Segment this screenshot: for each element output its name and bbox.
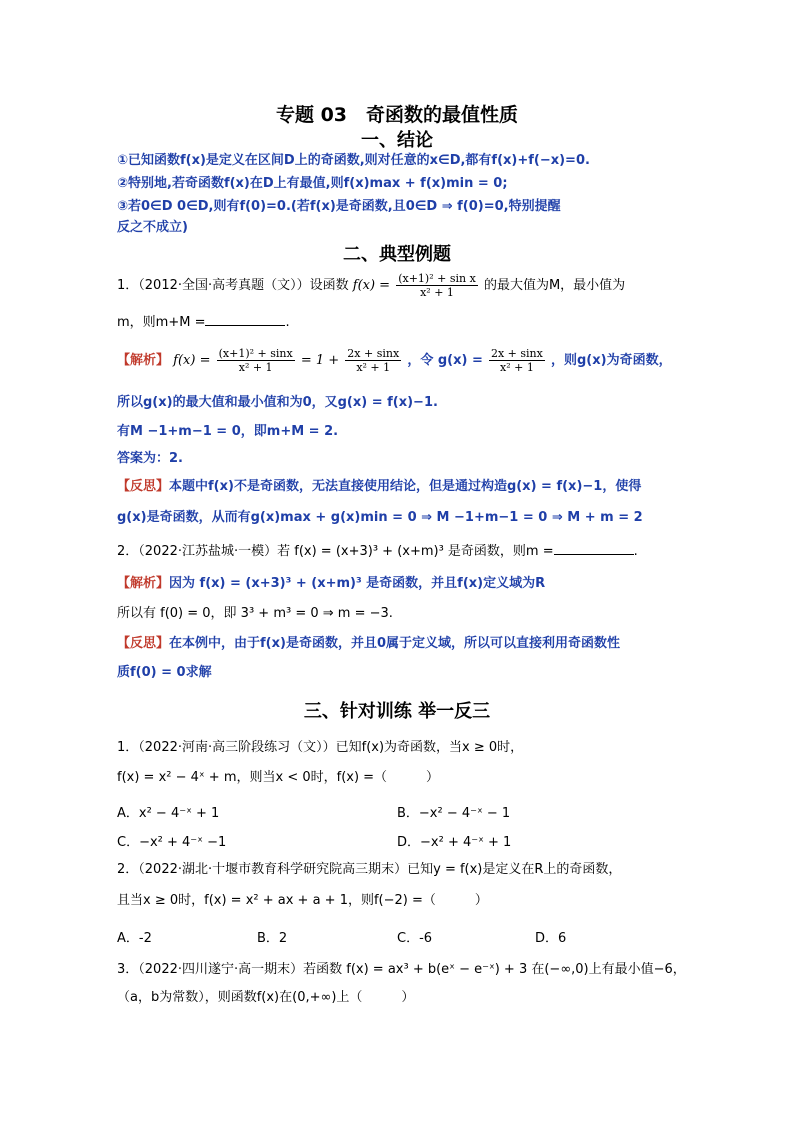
practice-1-option-b[interactable]: B．−x² − 4⁻ˣ − 1 bbox=[397, 806, 511, 821]
conclusion-3: ③若0∈D 0∈D,则有f(0)=0.(若f(x)是奇函数,且0∈D ⇒ f(0)=0,特别提醒 bbox=[117, 199, 561, 214]
section-heading-examples: 二、典型例题 bbox=[343, 244, 451, 265]
practice-2-option-c[interactable]: C．-6 bbox=[397, 931, 433, 946]
example-2-reflection-cont: 质f(0) = 0求解 bbox=[117, 665, 212, 680]
practice-1-option-d[interactable]: D．−x² + 4⁻ˣ + 1 bbox=[397, 835, 512, 850]
fraction: $\frac{\text{(x+1)² + sinx}}{\text{x² + 1}}$ bbox=[218, 347, 293, 374]
example-2-solution: 【解析】因为 f(x) = (x+3)³ + (x+m)³ 是奇函数，并且f(x)定义域为R bbox=[117, 576, 546, 591]
practice-2-stem: 2．（2022·湖北·十堰市教育科学研究院高三期末）已知y = f(x)是定义在R上的奇函数， bbox=[117, 862, 622, 877]
example-1-solution-line-3: 有M −1+m−1 = 0，即m+M = 2. bbox=[117, 424, 339, 439]
answer-blank bbox=[205, 325, 285, 326]
conclusion-2: ②特别地,若奇函数f(x)在D上有最值,则f(x)max + f(x)min = 0; bbox=[117, 176, 508, 191]
conclusion-3-cont: 反之不成立) bbox=[117, 220, 188, 235]
fraction: $\frac{\text{(x+1)² + sin x}}{\text{x² + 1}}$ bbox=[398, 272, 476, 299]
example-2-reflection: 【反思】在本例中，由于f(x)是奇函数，并且0属于定义域，所以可以直接利用奇函数性 bbox=[117, 636, 620, 651]
practice-2-stem-cont: 且当x ≥ 0时，f(x) = x² + ax + a + 1，则f(−2) =（ ） bbox=[117, 893, 488, 908]
example-1-question-cont: m，则m+M = . bbox=[117, 315, 290, 330]
example-1-question: 1．（2012·全国·高考真题（文））设函数 f(x) = $\frac{\text{(x+1)² + sin x}}{\text{x² + 1}}$ 的最大值为M，最小值为 bbox=[117, 272, 626, 299]
fraction: $\frac{2x + \sin x}{\text{x² + 1}}$ bbox=[490, 347, 543, 374]
practice-3-stem: 3．（2022·四川遂宁·高一期末）若函数 f(x) = ax³ + b(eˣ − e⁻ˣ) + 3 在(−∞,0)上有最小值−6， bbox=[117, 962, 686, 977]
practice-3-stem-cont: （a，b为常数），则函数f(x)在(0,+∞)上（ ） bbox=[117, 990, 415, 1005]
practice-1-option-a[interactable]: A．x² − 4⁻ˣ + 1 bbox=[117, 806, 220, 821]
example-1-reflection: 【反思】本题中f(x)不是奇函数，无法直接使用结论，但是通过构造g(x) = f(x)−1，使得 bbox=[117, 479, 642, 494]
practice-2-option-b[interactable]: B．2 bbox=[257, 931, 288, 946]
conclusion-1: ①已知函数f(x)是定义在区间D上的奇函数,则对任意的x∈D,都有f(x)+f(−x)=0. bbox=[117, 153, 590, 168]
fraction: $\frac{2x + \sin x}{\text{x² + 1}}$ bbox=[347, 347, 400, 374]
example-1-solution-line-2: 所以g(x)的最大值和最小值和为0，又g(x) = f(x)−1. bbox=[117, 395, 438, 410]
example-1-answer: 答案为：2. bbox=[117, 451, 183, 466]
practice-2-option-d[interactable]: D．6 bbox=[535, 931, 567, 946]
example-1-solution: 【解析】 f(x) = $\frac{\text{(x+1)² + sinx}}{\text{x² + 1}}$ = 1 + $\frac{2x + \sin x}{\text{x² + 1}}$ ，令 g(x) = $\frac{2x + \sin x}{\text{x² + 1}}$ ，则g(x)为奇函数， bbox=[117, 347, 672, 374]
page-title: 专题 03 奇函数的最值性质 bbox=[275, 104, 519, 126]
answer-blank bbox=[554, 554, 634, 555]
practice-1-stem: 1．（2022·河南·高三阶段练习（文））已知f(x)为奇函数，当x ≥ 0时， bbox=[117, 740, 524, 755]
practice-1-stem-cont: f(x) = x² − 4ˣ + m，则当x < 0时，f(x) =（ ） bbox=[117, 770, 440, 785]
practice-1-option-c[interactable]: C．−x² + 4⁻ˣ −1 bbox=[117, 835, 227, 850]
practice-2-option-a[interactable]: A．-2 bbox=[117, 931, 152, 946]
example-1-reflection-cont: g(x)是奇函数，从而有g(x)max + g(x)min = 0 ⇒ M −1+m−1 = 0 ⇒ M + m = 2 bbox=[117, 510, 643, 525]
example-2-solution-line-2: 所以有 f(0) = 0，即 3³ + m³ = 0 ⇒ m = −3. bbox=[117, 606, 393, 621]
section-heading-conclusion: 一、结论 bbox=[361, 130, 433, 151]
example-2-question: 2．（2022·江苏盐城·一模）若 f(x) = (x+3)³ + (x+m)³ 是奇函数，则m = . bbox=[117, 544, 638, 559]
section-heading-practice: 三、针对训练 举一反三 bbox=[303, 701, 491, 722]
